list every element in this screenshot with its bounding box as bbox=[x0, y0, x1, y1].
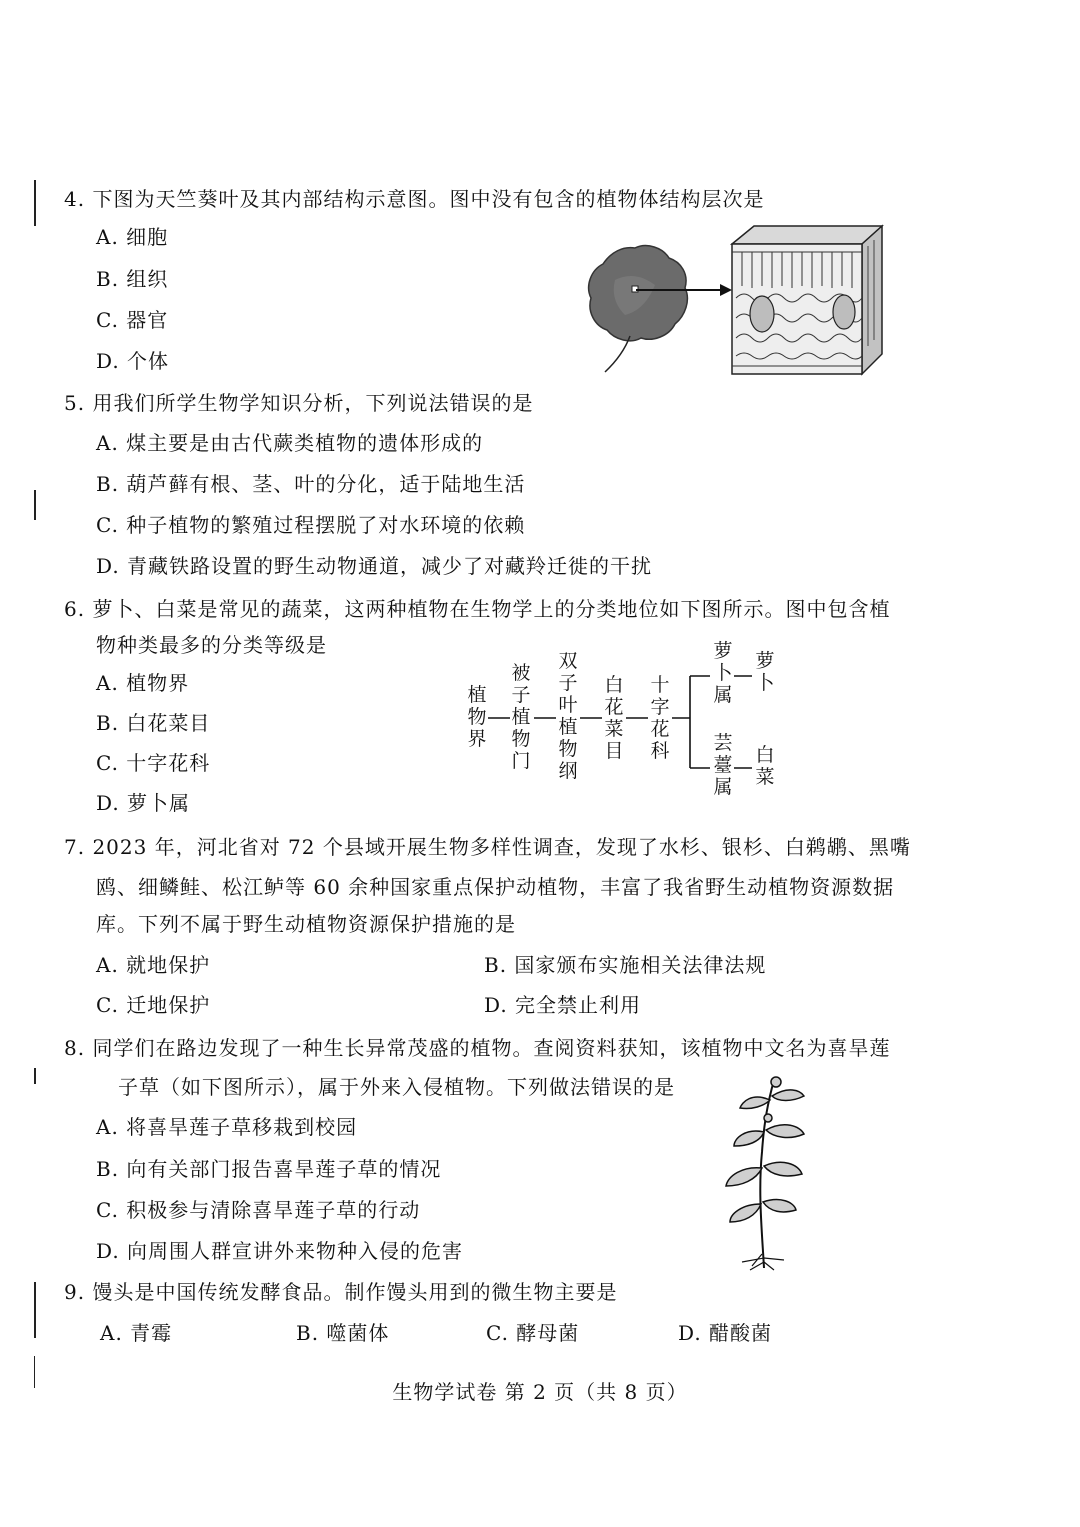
q6-option-c: C. 十字花科 bbox=[96, 751, 211, 775]
page-footer: 生物学试卷 第 2 页（共 8 页） bbox=[392, 1380, 688, 1404]
question-4-stem: 4. 下图为天竺葵叶及其内部结构示意图。图中没有包含的植物体结构层次是 bbox=[64, 187, 765, 211]
q9-option-b: B. 噬菌体 bbox=[296, 1321, 390, 1345]
q7-option-b: B. 国家颁布实施相关法律法规 bbox=[484, 953, 767, 977]
q5-option-d: D. 青藏铁路设置的野生动物通道，减少了对藏羚迁徙的干扰 bbox=[96, 554, 653, 578]
margin-mark bbox=[34, 180, 36, 226]
taxon-class: 双子叶植物纲 bbox=[558, 650, 578, 782]
q6-option-b: B. 白花菜目 bbox=[96, 711, 211, 735]
margin-mark bbox=[34, 490, 36, 520]
question-8-line2: 子草（如下图所示），属于外来入侵植物。下列做法错误的是 bbox=[118, 1075, 675, 1099]
taxonomy-connectors bbox=[488, 660, 768, 780]
alligator-weed-plant-icon bbox=[712, 1072, 822, 1272]
q8-option-b: B. 向有关部门报告喜旱莲子草的情况 bbox=[96, 1157, 442, 1181]
taxon-species-cabbage: 白菜 bbox=[755, 744, 775, 788]
taxon-genus-radish: 萝卜属 bbox=[713, 640, 733, 706]
q8-option-c: C. 积极参与清除喜旱莲子草的行动 bbox=[96, 1198, 421, 1222]
q5-option-b: B. 葫芦藓有根、茎、叶的分化，适于陆地生活 bbox=[96, 472, 526, 496]
taxon-species-radish: 萝卜 bbox=[755, 650, 775, 694]
question-7-line3: 库。下列不属于野生动植物资源保护措施的是 bbox=[96, 912, 516, 936]
question-7-line1: 7. 2023 年，河北省对 72 个县域开展生物多样性调查，发现了水杉、银杉、白鹈鹕、黑嘴 bbox=[64, 835, 911, 859]
question-9-stem: 9. 馒头是中国传统发酵食品。制作馒头用到的微生物主要是 bbox=[64, 1280, 618, 1304]
q4-option-c: C. 器官 bbox=[96, 308, 169, 332]
q5-option-c: C. 种子植物的繁殖过程摆脱了对水环境的依赖 bbox=[96, 513, 526, 537]
arrow-right-icon bbox=[636, 282, 732, 298]
q8-option-a: A. 将喜旱莲子草移栽到校园 bbox=[96, 1115, 358, 1139]
q9-option-a: A. 青霉 bbox=[100, 1321, 173, 1345]
taxon-kingdom: 植物界 bbox=[467, 684, 487, 750]
question-6-stem-line2: 物种类最多的分类等级是 bbox=[96, 633, 327, 657]
q5-option-a: A. 煤主要是由古代蕨类植物的遗体形成的 bbox=[96, 431, 484, 455]
taxon-genus-brassica: 芸薹属 bbox=[713, 732, 733, 798]
question-8-line1: 8. 同学们在路边发现了一种生长异常茂盛的植物。查阅资料获知，该植物中文名为喜旱莲 bbox=[64, 1036, 891, 1060]
q9-option-c: C. 酵母菌 bbox=[486, 1321, 580, 1345]
question-7-line2: 鸥、细鳞鲑、松江鲈等 60 余种国家重点保护动植物，丰富了我省野生动植物资源数据 bbox=[96, 875, 895, 899]
taxon-order: 白花菜目 bbox=[604, 674, 624, 762]
taxon-phylum: 被子植物门 bbox=[511, 662, 531, 772]
q7-option-d: D. 完全禁止利用 bbox=[484, 993, 642, 1017]
geranium-leaf-icon bbox=[585, 240, 695, 375]
q8-option-d: D. 向周围人群宣讲外来物种入侵的危害 bbox=[96, 1239, 464, 1263]
question-6-stem-line1: 6. 萝卜、白菜是常见的蔬菜，这两种植物在生物学上的分类地位如下图所示。图中包含植 bbox=[64, 597, 891, 621]
q7-option-c: C. 迁地保护 bbox=[96, 993, 211, 1017]
q4-option-a: A. 细胞 bbox=[96, 225, 169, 249]
question-5-stem: 5. 用我们所学生物学知识分析，下列说法错误的是 bbox=[64, 391, 534, 415]
q6-option-a: A. 植物界 bbox=[96, 671, 190, 695]
margin-mark bbox=[34, 1068, 36, 1084]
q9-option-d: D. 醋酸菌 bbox=[678, 1321, 773, 1345]
taxon-family: 十字花科 bbox=[650, 674, 670, 762]
q6-option-d: D. 萝卜属 bbox=[96, 791, 191, 815]
margin-mark bbox=[34, 1282, 36, 1338]
q4-option-d: D. 个体 bbox=[96, 349, 170, 373]
leaf-cross-section-icon bbox=[732, 226, 882, 386]
q4-option-b: B. 组织 bbox=[96, 267, 169, 291]
q7-option-a: A. 就地保护 bbox=[96, 953, 211, 977]
